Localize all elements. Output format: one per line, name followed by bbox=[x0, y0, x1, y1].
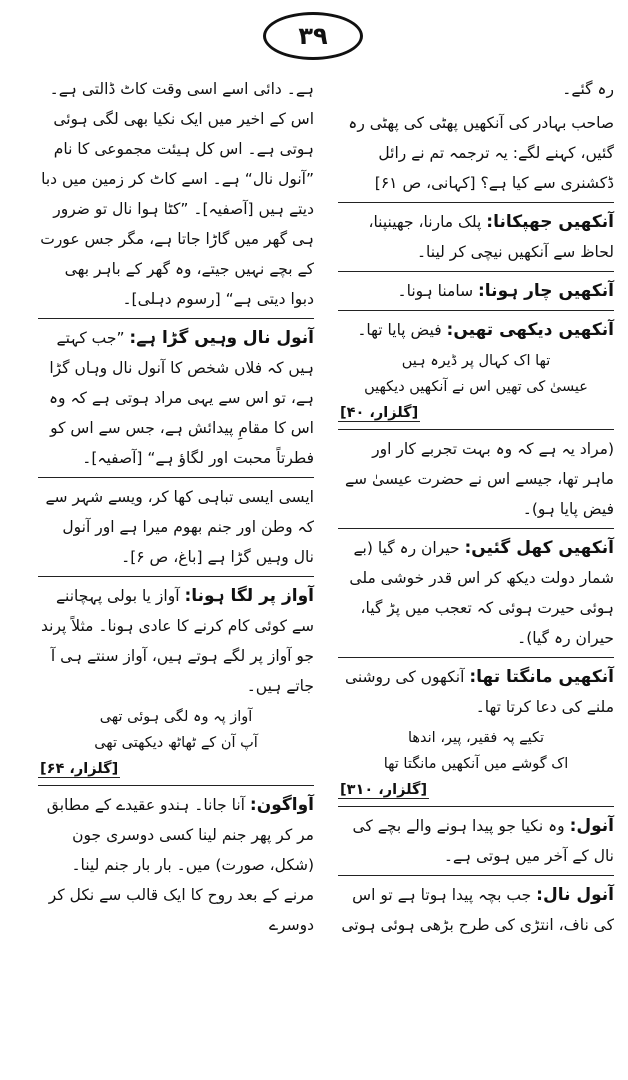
verse-line: تھا اک کہال پر ڈیرہ ہیں bbox=[401, 353, 551, 369]
right-column bbox=[338, 74, 614, 944]
dictionary-entry bbox=[338, 315, 614, 345]
dictionary-entry bbox=[338, 276, 614, 306]
entry-headword: آواگون: bbox=[249, 795, 314, 815]
entry-definition: پلک مارنا، جھینپنا، لحاظ سے آنکھیں نیچی کر لینا۔ bbox=[368, 213, 614, 261]
entry-headword: آواز پر لگا ہونا: bbox=[184, 586, 314, 606]
entry-definition: آنکھوں کی روشنی ملنے کی دعا کرتا تھا۔ bbox=[344, 668, 614, 716]
entry-headword: آنکھیں چار ہونا: bbox=[478, 281, 614, 301]
entry-definition: وہ نکیا جو پیدا ہونے والے بچے کی نال کے آخر میں ہوتی ہے۔ bbox=[352, 817, 614, 865]
dictionary-entry bbox=[38, 790, 314, 940]
paragraph: ہے۔ دائی اسے اسی وقت کاٹ ڈالتی ہے۔ اس کے اخیر میں ایک نکیا بھی لگی ہوئی ہوتی ہے۔ اس کل ہیئت مجموعی کا نام ”آنول نال“ ہے۔ اسے کاٹ کر زمین میں دبا دیتے ہیں [آصفیہ]۔ ”کٹا ہوا نال تو ضرور ہی گھر میں گاڑا جاتا ہے، مگر جس عورت کے بچے نہیں جیتے، وہ گھر کے باہر بھی دبوا دیتی ہے“ [رسوم دہلی]۔ bbox=[40, 80, 314, 308]
verse-line: اک گوشے میں آنکھیں مانگتا تھا bbox=[383, 756, 569, 772]
verse-line: عیسیٰ کی تھیں اس نے آنکھیں دیکھیں bbox=[364, 379, 588, 395]
verse-reference: [گلزار، ۴۰] bbox=[340, 405, 419, 421]
paragraph: (مراد یہ ہے کہ وہ بہت تجربے کار اور ماہر تھا، جیسے اس نے حضرت عیسیٰ سے فیض پایا ہو)۔ bbox=[344, 440, 614, 518]
section-divider bbox=[338, 202, 614, 203]
paragraph: صاحب بہادر کی آنکھیں پھٹی کی پھٹی رہ گئیں، کہنے لگے: یہ ترجمہ تم نے رائل ڈکشنری سے کیا ہے؟ [کہانی، ص ۶۱] bbox=[348, 114, 614, 192]
entry-headword: آنکھیں کھل گئیں: bbox=[464, 538, 614, 558]
entry-headword: آنول نال: bbox=[536, 885, 614, 905]
entry-definition: سامنا ہونا۔ bbox=[397, 282, 478, 300]
section-divider bbox=[338, 806, 614, 807]
dictionary-entry bbox=[338, 880, 614, 940]
section-divider bbox=[338, 310, 614, 311]
dictionary-entry bbox=[338, 533, 614, 653]
section-divider bbox=[38, 785, 314, 786]
entry-definition: فیض پایا تھا۔ bbox=[357, 321, 447, 339]
entry-definition: ”جب کہتے ہیں کہ فلاں شخص کا آنول نال وہاں گڑا ہے، تو اس سے یہی مراد ہوتی ہے کہ وہ اس کا مقامِ پیدائش ہے، جس سے اس کو فطرتاً محبت اور لگاؤ ہے“ [آصفیہ]۔ bbox=[48, 329, 314, 467]
left-column bbox=[38, 74, 314, 944]
dictionary-entry bbox=[38, 323, 314, 473]
entry-headword: آنول نال وہیں گڑا ہے: bbox=[129, 328, 314, 348]
verse-block bbox=[38, 705, 314, 781]
entry-headword: آنکھیں جھپکانا: bbox=[486, 212, 614, 232]
verse-line: تکیے پہ فقیر، پیر، اندھا bbox=[407, 730, 545, 746]
entry-headword: آنکھیں مانگتا تھا: bbox=[469, 667, 614, 687]
entry-definition: جب بچہ پیدا ہوتا ہے تو اس کی ناف، انتڑی کی طرح بڑھی ہوئی ہوتی bbox=[341, 886, 614, 934]
section-divider bbox=[338, 875, 614, 876]
dictionary-entry bbox=[338, 662, 614, 722]
paragraph: ایسی ایسی تباہی کھا کر، ویسے شہر سے کہ وطن اور جنم بھوم میرا ہے اور آنول نال وہیں گڑا ہے [باغ، ص ۶]۔ bbox=[45, 488, 314, 566]
section-divider bbox=[338, 429, 614, 430]
section-divider bbox=[38, 576, 314, 577]
entry-headword: آنول: bbox=[569, 816, 614, 836]
verse-reference: [گلزار، ۳۱۰] bbox=[340, 782, 428, 798]
section-divider bbox=[338, 528, 614, 529]
verse-line: آواز پہ وہ لگی ہوئی تھی bbox=[99, 709, 253, 725]
dictionary-entry bbox=[38, 581, 314, 701]
paragraph: رہ گئے۔ bbox=[562, 80, 614, 98]
section-divider bbox=[338, 657, 614, 658]
verse-block bbox=[338, 349, 614, 425]
dictionary-entry bbox=[338, 811, 614, 871]
section-divider bbox=[338, 271, 614, 272]
entry-definition: آواز یا بولی پہچاننے سے کوئی کام کرنے کا عادی ہونا۔ مثلاً پرند جو آواز پر لگے ہوتے ہیں، آواز سنتے ہی آ جاتے ہیں۔ bbox=[41, 587, 314, 695]
verse-line: آپ آن کے ٹھاٹھ دیکھتی تھی bbox=[94, 735, 258, 751]
page-number: ۳۹ bbox=[263, 12, 363, 60]
entry-definition: آنا جانا۔ ہندو عقیدے کے مطابق مر کر پھر جنم لینا کسی دوسری جون (شکل، صورت) میں۔ بار بار جنم لینا۔ مرنے کے بعد روح کا ایک قالب سے نکل کر دوسرے bbox=[46, 796, 314, 934]
section-divider bbox=[38, 318, 314, 319]
dictionary-entry bbox=[338, 207, 614, 267]
verse-block bbox=[338, 726, 614, 802]
verse-reference: [گلزار، ۶۴] bbox=[40, 761, 119, 777]
section-divider bbox=[38, 477, 314, 478]
entry-definition: حیران رہ گیا (بے شمار دولت دیکھ کر اس قدر خوشی ملی ہوئی حیرت ہوئی کہ تعجب میں پڑ گیا، حیران رہ گیا)۔ bbox=[349, 539, 614, 647]
entry-headword: آنکھیں دیکھی تھیں: bbox=[446, 320, 614, 340]
